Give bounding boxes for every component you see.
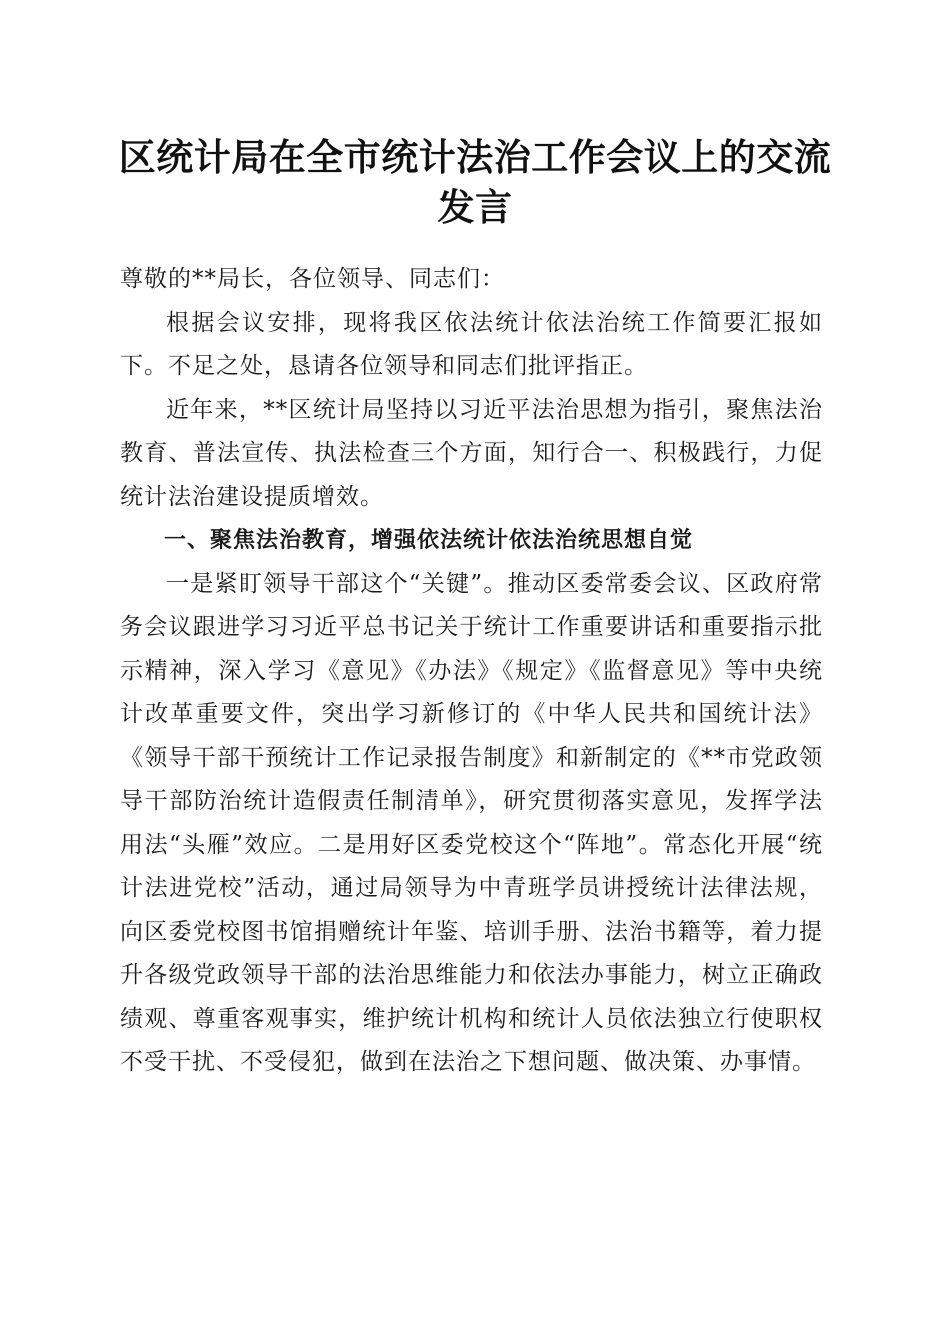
document-title: 区统计局在全市统计法治工作会议上的交流发言 [118, 135, 832, 229]
salutation: 尊敬的**局长，各位领导、同志们： [120, 266, 505, 292]
document-body [120, 258, 823, 1085]
paragraph-overview: 近年来，**区统计局坚持以习近平法治思想为指引，聚焦法治教育、普法宣传、执法检查三个方面，知行合一、积极践行，力促统计法治建设提质增效。 [120, 396, 823, 510]
section-heading: 一、聚焦法治教育，增强依法统计依法治统思想自觉 [164, 528, 694, 553]
section-paragraph: 一是紧盯领导干部这个“关键”。推动区委常委会议、区政府常务会议跟进学习习近平总书记关于统计工作重要讲话和重要指示批示精神，深入学习《意见》《办法》《规定》《监督意见》等中央统计改革重要文件，突出学习新修订的《中华人民共和国统计法》《领导干部干预统计工作记录报告制度》和新制定的《**市党政领导干部防治统计造假责任制清单》，研究贯彻落实意见，发挥学法用法“头雁”效应。二是用好区委党校这个“阵地”。常态化开展“统计法进党校”活动，通过局领导为中青班学员讲授统计法律法规，向区委党校图书馆捐赠统计年鉴、培训手册、法治书籍等，着力提升各级党政领导干部的法治思维能力和依法办事能力，树立正确政绩观、尊重客观事实，维护统计机构和统计人员依法独立行使职权不受干扰、不受侵犯，做到在法治之下想问题、做决策、办事情。 [120, 570, 823, 1075]
paragraph-intro: 根据会议安排，现将我区依法统计依法治统工作简要汇报如下。不足之处，恳请各位领导和同志们批评指正。 [120, 309, 823, 379]
